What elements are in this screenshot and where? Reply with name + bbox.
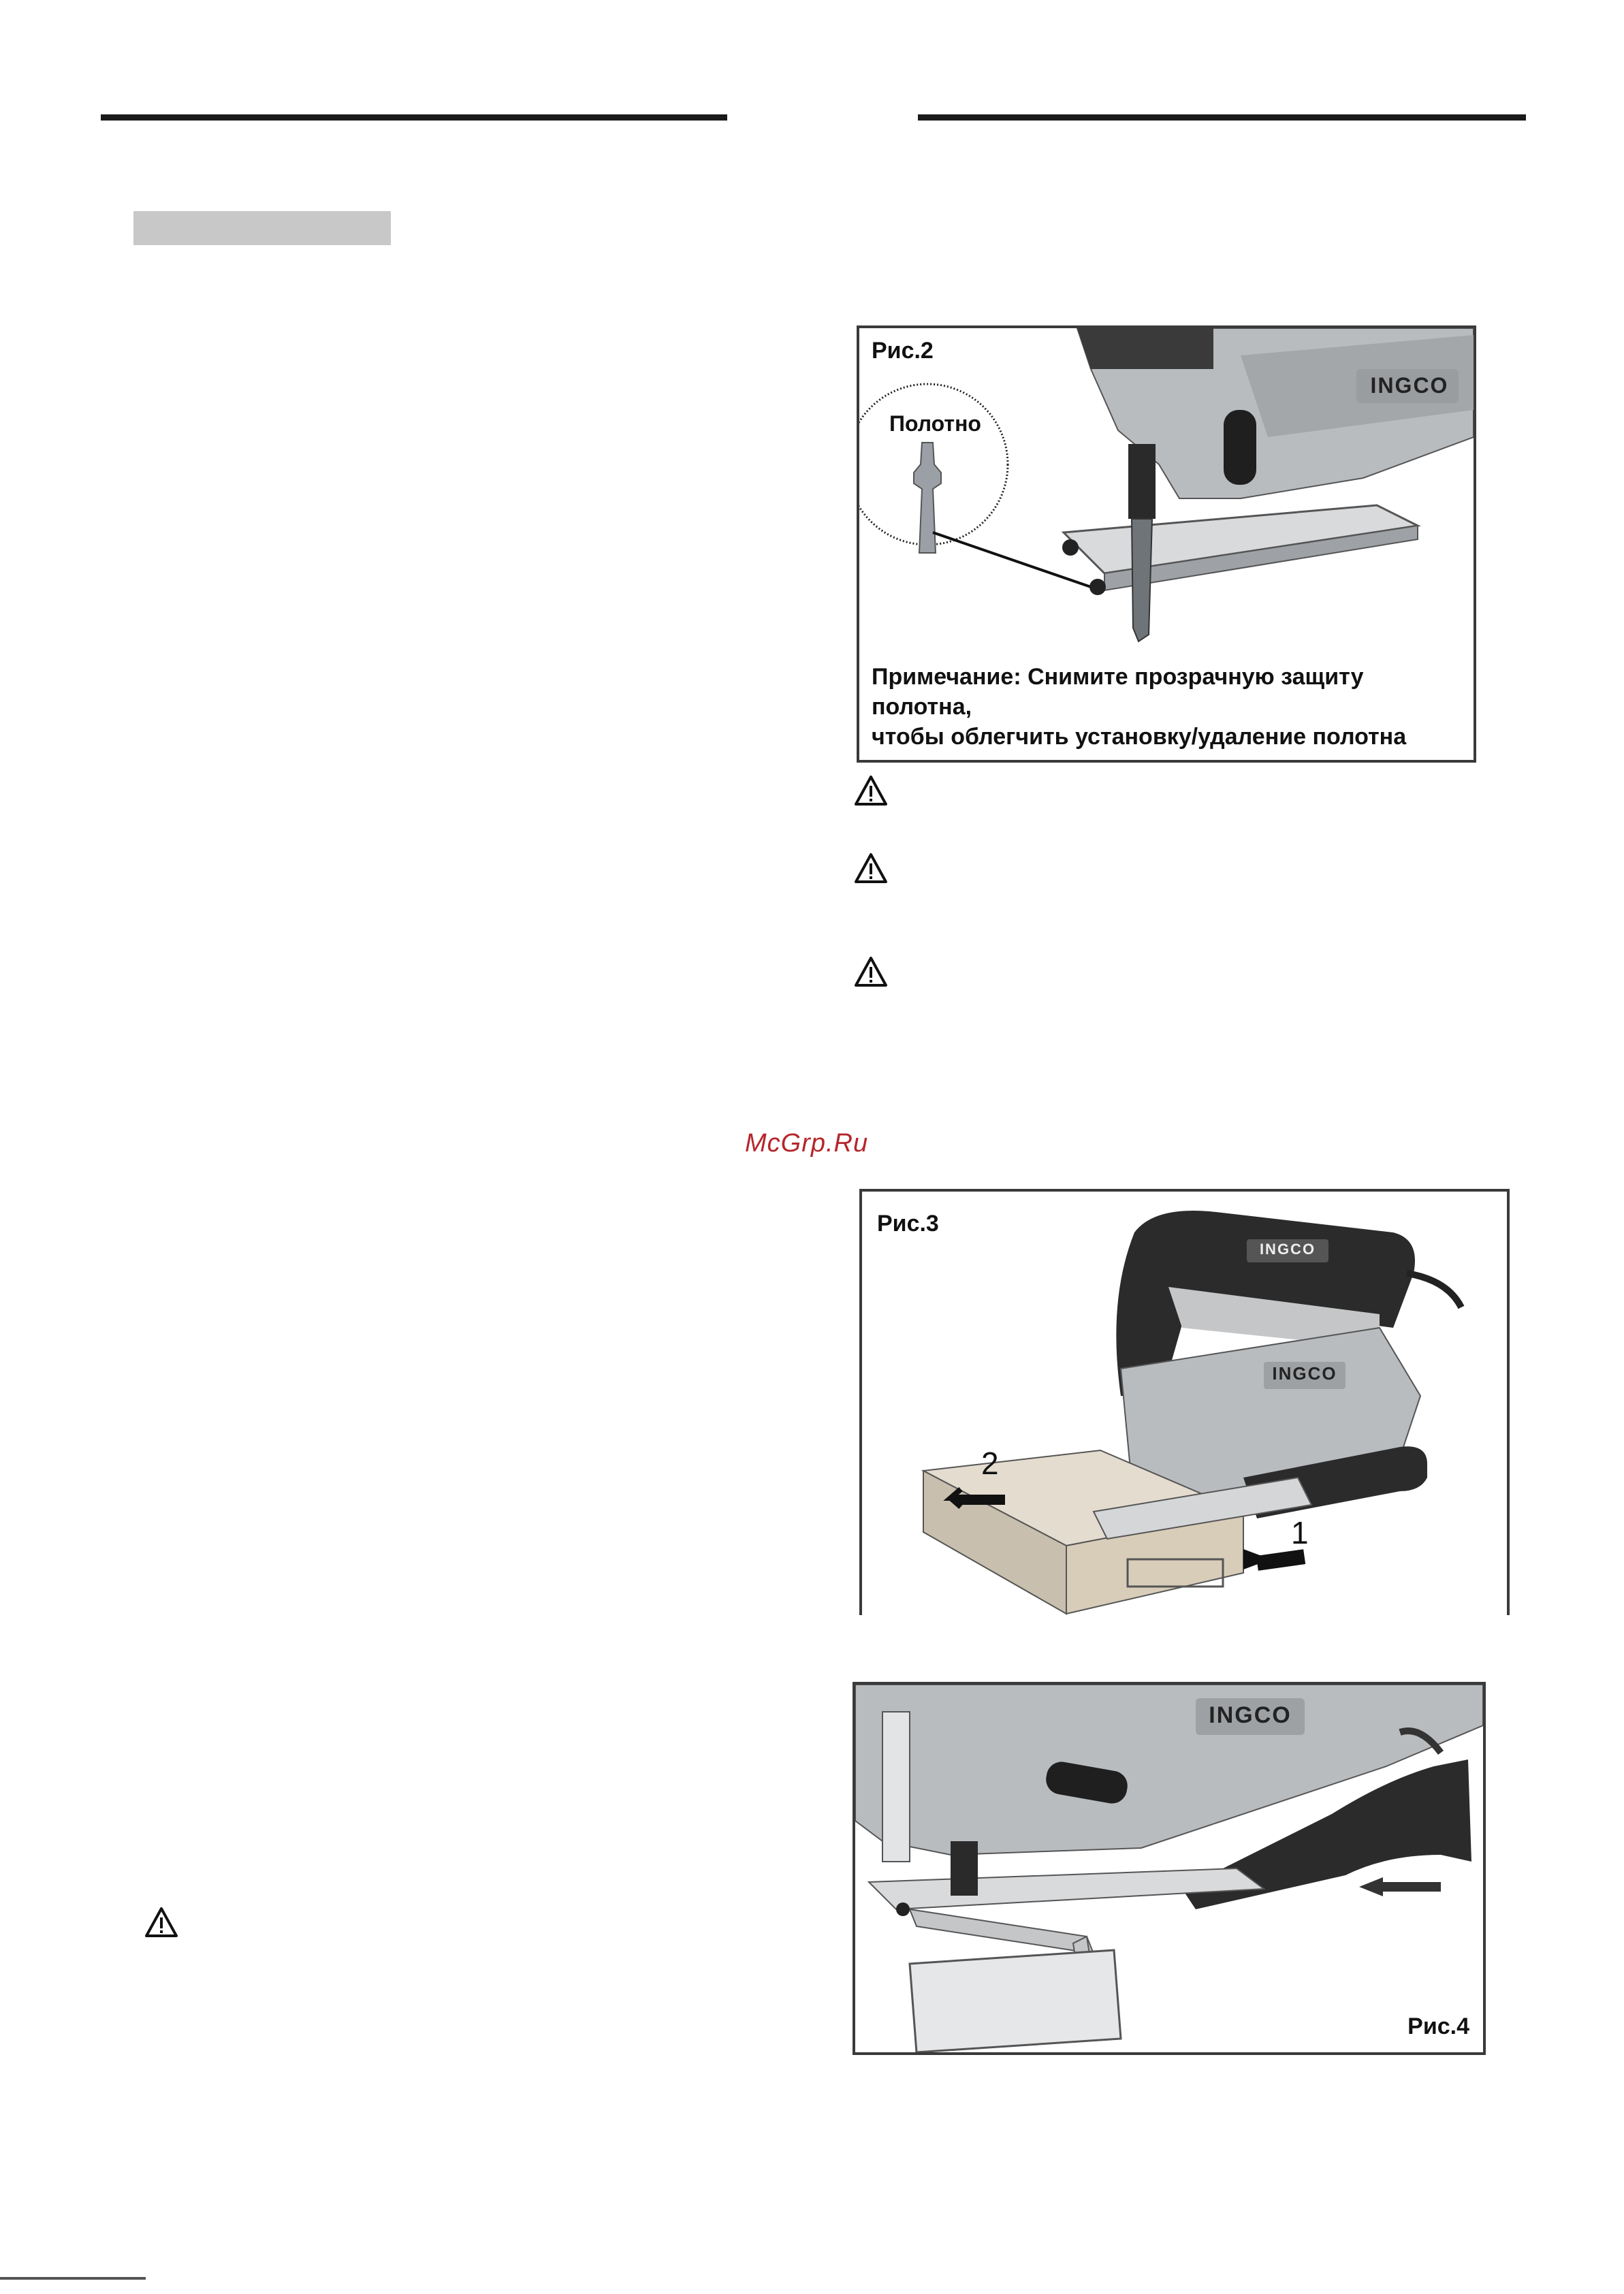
figure-2-note-line-2: чтобы облегчить установку/удаление полотна <box>872 724 1407 750</box>
figure-4 <box>853 1682 1486 2055</box>
header-rule-right <box>918 114 1526 121</box>
figure-2-title: Рис.2 <box>872 338 934 364</box>
blade-callout-label: Полотно <box>887 411 984 436</box>
warning-triangle-icon <box>144 1907 178 1938</box>
figure-2-note <box>872 662 1464 752</box>
step-2-label: 2 <box>981 1446 999 1481</box>
section-heading-bar <box>133 211 391 245</box>
warning-triangle-icon <box>854 853 888 884</box>
step-1-label: 1 <box>1291 1515 1309 1550</box>
fig3-brand-logo: INGCO <box>1272 1363 1337 1384</box>
figure-2 <box>857 325 1476 763</box>
figure-4-title: Рис.4 <box>1407 2013 1469 2039</box>
fig2-brand-logo: INGCO <box>1370 373 1449 398</box>
warning-triangle-icon <box>854 775 888 806</box>
warning-triangle-icon <box>854 956 888 987</box>
jigsaw-parallel-guide-illustration <box>855 1685 1483 2052</box>
jigsaw-dust-port-illustration <box>862 1192 1507 1615</box>
figure-3-title: Рис.3 <box>877 1211 939 1237</box>
figure-2-note-line-1: Примечание: Снимите прозрачную защиту полотна, <box>872 664 1364 720</box>
watermark: McGrp.Ru <box>745 1129 869 1158</box>
fig3-handle-brand-logo: INGCO <box>1259 1241 1316 1258</box>
figure-3 <box>859 1189 1510 1615</box>
fig4-brand-logo: INGCO <box>1209 1702 1292 1728</box>
header-rule-left <box>101 114 727 121</box>
footer-rule <box>0 2277 146 2280</box>
